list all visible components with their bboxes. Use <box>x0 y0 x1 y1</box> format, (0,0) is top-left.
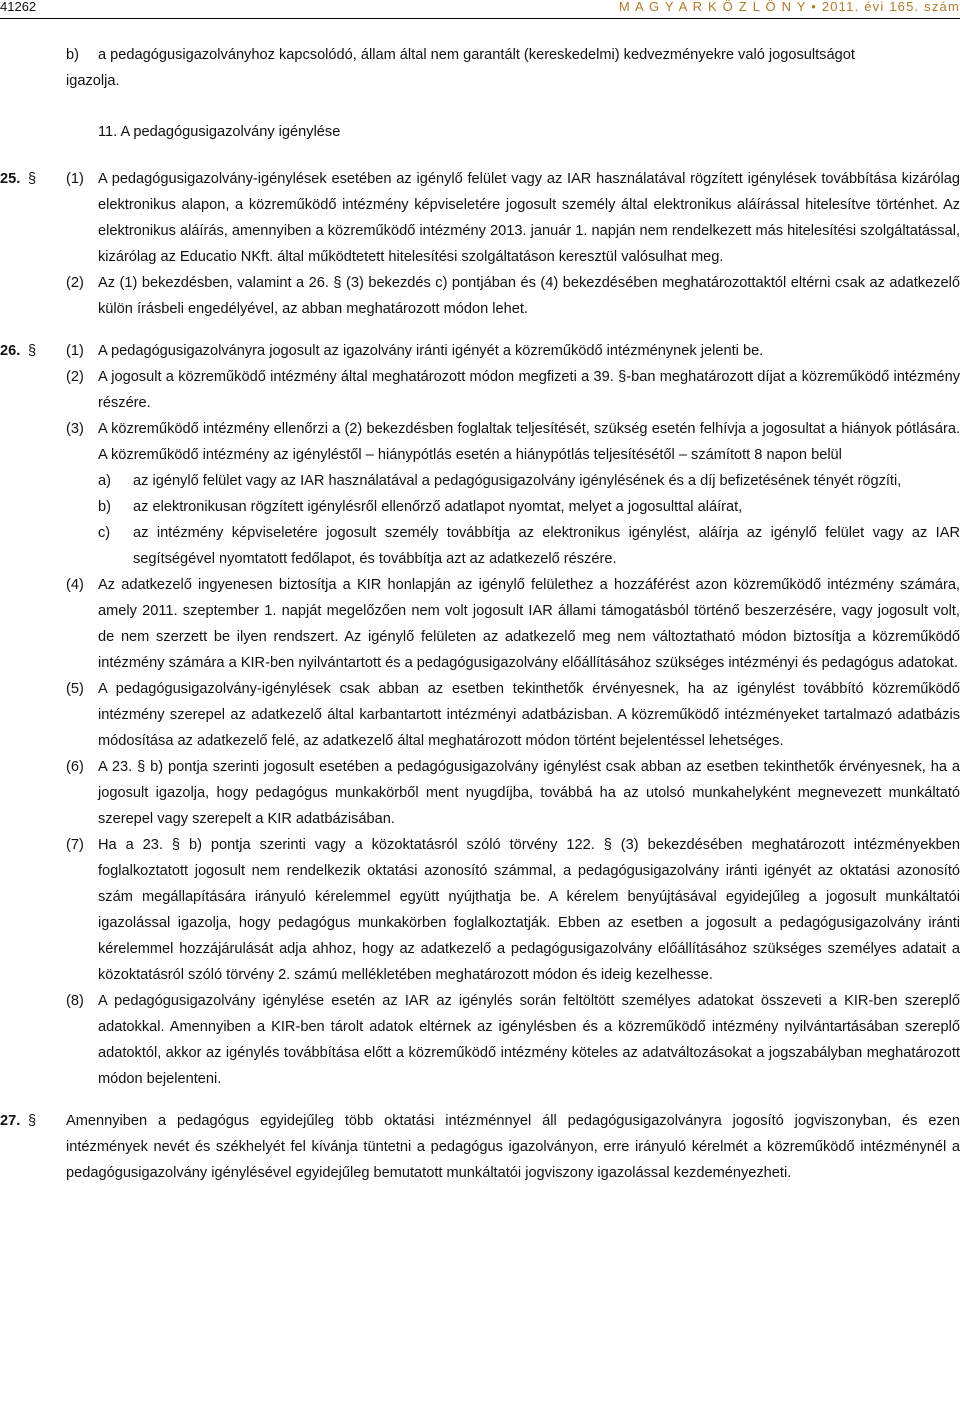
list-item-label: b) <box>98 499 111 515</box>
paragraph-text: A pedagógusigazolvány-igénylések esetében az igénylő felület vagy az IAR használatával rögzített igénylések továbbítása kizárólag elektronikus alapon, a közreműködő intézmény képviseletére jogosult személy által elektronikus aláírással hitelesítve történhet. Az elektronikus aláírás, amennyiben a közreműködő intézmény 2013. január 1. napján nem rendelkezett más hitelesítési szolgáltatással, kizárólag az Educatio NKft. által működtetett hitelesítési szolgáltatáson keresztül valósulhat meg. <box>98 171 960 265</box>
document-body <box>0 42 960 1186</box>
section-26-p8 <box>66 988 960 1092</box>
paragraph-label: (6) <box>66 759 84 775</box>
intro-continuation <box>66 68 960 94</box>
list-item-label: c) <box>98 525 111 541</box>
paragraph-text: A jogosult a közreműködő intézmény által meghatározott módon megfizeti a 39. §-ban meghatározott díjat a közreműködő intézmény részére. <box>98 369 960 411</box>
paragraph-text: A 23. § b) pontja szerinti jogosult esetében a pedagógusigazolvány igénylést csak abban az esetben tekinthetők érvényesnek, ha a jogosult igazolja, hogy pedagógus munkakörből ment nyugdíjba, továbbá ha az utolsó munkahelyként megnevezett munkáltató szerepel vagy szerepelt a KIR adatbázisában. <box>98 759 960 827</box>
section-26-p2 <box>66 364 960 416</box>
paragraph-label: (1) <box>66 343 84 359</box>
section-26-p4 <box>66 572 960 676</box>
paragraph-text: A pedagógusigazolvány igénylése esetén az IAR az igénylés során feltöltött személyes adatokat összeveti a KIR-ben szereplő adatokkal. Amennyiben a KIR-ben tárolt adatok eltérnek az igénylésben és a közreműködő intézmény nyilvántartásában szereplő adatoktól, akkor az igénylés továbbítása előtt a közreműködő intézmény köteles az adatváltozásokat a jogszabályban meghatározott módon bejelenteni. <box>98 993 960 1087</box>
section-26-p3 <box>66 416 960 468</box>
intro-item-b <box>66 42 960 68</box>
section-26-p5 <box>66 676 960 754</box>
item-text: a pedagógusigazolványhoz kapcsolódó, állam által nem garantált (kereskedelmi) kedvezményekre való jogosultságot <box>98 47 855 63</box>
list-item-b <box>98 494 960 520</box>
running-header <box>0 0 960 24</box>
section-25-p2 <box>66 270 960 322</box>
section-sign: § <box>28 1113 37 1129</box>
paragraph-text: Ha a 23. § b) pontja szerinti vagy a közoktatásról szóló törvény 122. § (3) bekezdésében meghatározott intézményekben foglalkoztatott jogosult nem rendelkezik oktatási azonosító számmal, a pedagógusigazolvány iránti igényét az oktatási azonosító szám megállapítására irányuló kérelemmel együtt nyújthatja be. A kérelem benyújtásával egyidejűleg a jogosult munkáltatói igazolással igazolja, hogy pedagógus munkakörben foglalkoztatják. Ebben az esetben a jogosult a pedagógusigazolvány iránti kérelemmel hozzájárulását adja ahhoz, hogy az adatkezelő a pedagógusigazolvány előállításához szükséges személyes adatait a közoktatásról szóló törvény 2. számú mellékletében meghatározott módon és ideig kezelhesse. <box>98 837 960 983</box>
item-label: b) <box>66 47 79 63</box>
paragraph-text: Amennyiben a pedagógus egyidejűleg több oktatási intézménnyel áll pedagógusigazolványra jogosító jogviszonyban, és ezen intézmények nevét és székhelyét fel kívánja tüntetni a pedagógus igazolványon, erre irányuló kérelmét a közreműködő intézménynél a pedagógusigazolvány igénylésével egyidejűleg bemutatott munkáltatói jogviszony igazolással kezdeményezheti. <box>66 1113 960 1181</box>
list-item-text: az igénylő felület vagy az IAR használatával a pedagógusigazolvány igénylésének és a díj befizetésének tényét rögzíti, <box>133 473 902 489</box>
list-item-label: a) <box>98 473 111 489</box>
list-item-a <box>98 468 960 494</box>
paragraph-label: (3) <box>66 421 84 437</box>
continuation-text: igazolja. <box>66 73 120 89</box>
section-sign: § <box>28 171 37 187</box>
paragraph-label: (8) <box>66 993 84 1009</box>
paragraph-text: A közreműködő intézmény ellenőrzi a (2) bekezdésben foglaltak teljesítését, szükség esetén felhívja a jogosultat a hiányok pótlására. A közreműködő intézmény az igényléstől – hiánypótlás esetén a hiánypótlás teljesítésétől – számított 8 napon belül <box>98 421 960 463</box>
section-26-p6 <box>66 754 960 832</box>
section-26-p1 <box>0 338 960 364</box>
list-item-c <box>98 520 960 572</box>
section-sign: § <box>28 343 37 359</box>
paragraph-text: A pedagógusigazolvány-igénylések csak abban az esetben tekinthetők érvényesnek, ha az igénylést továbbító közreműködő intézmény szerepel az adatkezelő által karbantartott intézményi adatbázisban. A közreműködő intézményeket tartalmazó adatbázis módosítása az adatkezelő felé, az adatkezelő által meghatározott módon történt bejelentéssel lehetséges. <box>98 681 960 749</box>
paragraph-label: (2) <box>66 275 84 291</box>
section-number: 25. <box>0 171 21 187</box>
list-item-text: az intézmény képviseletére jogosult személy továbbítja az elektronikus igénylést, aláírja az igénylő felület vagy az IAR segítségével nyomtatott fedőlapot, és továbbítja azt az adatkezelő részére. <box>133 525 960 567</box>
paragraph-label: (4) <box>66 577 84 593</box>
section-heading: 11. A pedagógusigazolvány igénylése <box>98 124 341 140</box>
paragraph-label: (1) <box>66 171 84 187</box>
spacer <box>0 322 960 338</box>
page-number: 41262 <box>0 0 37 14</box>
header-rule <box>0 18 960 19</box>
paragraph-label: (2) <box>66 369 84 385</box>
journal-title: M A G Y A R K Ö Z L Ö N Y • 2011. évi 165. szám <box>618 0 960 14</box>
paragraph-text: A pedagógusigazolványra jogosult az igazolvány iránti igényét a közreműködő intézménynek jelenti be. <box>98 343 764 359</box>
paragraph-text: Az (1) bekezdésben, valamint a 26. § (3) bekezdés c) pontjában és (4) bekezdésében meghatározottaktól eltérni csak az adatkezelő külön írásbeli engedélyével, az abban meghatározott módon lehet. <box>98 275 960 317</box>
section-26-p7 <box>66 832 960 988</box>
list-item-text: az elektronikusan rögzített igénylésről ellenőrző adatlapot nyomtat, melyet a jogosulttal aláírat, <box>133 499 743 515</box>
spacer <box>0 1092 960 1108</box>
section-number: 27. <box>0 1113 21 1129</box>
paragraph-label: (5) <box>66 681 84 697</box>
section-25-p1 <box>0 166 960 270</box>
section-number: 26. <box>0 343 21 359</box>
paragraph-label: (7) <box>66 837 84 853</box>
section-27 <box>0 1108 960 1186</box>
paragraph-text: Az adatkezelő ingyenesen biztosítja a KIR honlapján az igénylő felülethez a hozzáférést azon közreműködő intézmény számára, amely 2011. szeptember 1. napját megelőzően nem volt jogosult IAR állami támogatásból történő beszerzésére, vagy jogosult volt, de nem szerzett be ilyen rendszert. Az igénylő felületen az adatkezelő meg nem változtatható módon biztosítja a közreműködő intézmény számára a KIR-ben nyilvántartott és a pedagógusigazolvány előállításához szükséges intézményi és pedagógus adatokat. <box>98 577 960 671</box>
